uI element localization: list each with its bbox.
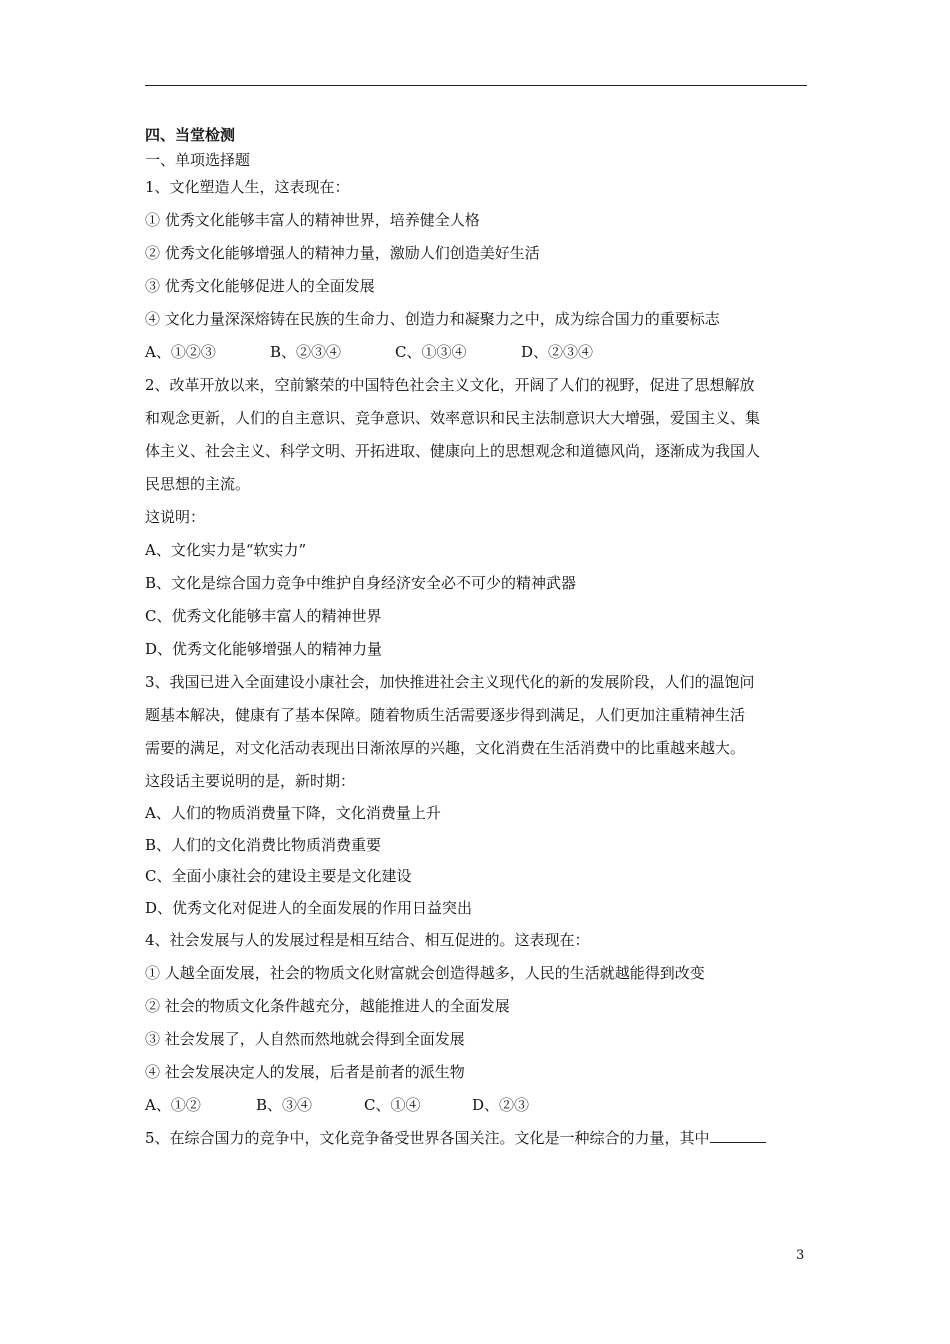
q1-statement: ① 优秀文化能够丰富人的精神世界，培养健全人格 (145, 211, 480, 229)
q3-stem-line: 这段话主要说明的是，新时期： (145, 772, 356, 790)
q3-option-c: C、全面小康社会的建设主要是文化建设 (145, 867, 412, 885)
q4-choices (145, 1089, 815, 1122)
q4-choice-c: C、①④ (364, 1096, 421, 1114)
q1-choice-b: B、②③④ (270, 343, 342, 361)
q1-stem: 1、文化塑造人生，这表现在： (145, 178, 350, 196)
q5-stem-line (145, 1122, 815, 1155)
q1-choice-a: A、①②③ (145, 343, 216, 361)
subsection-title: 一、单项选择题 (145, 151, 251, 169)
q2-stem-line: 体主义、社会主义、科学文明、开拓进取、健康向上的思想观念和道德风尚，逐渐成为我国人 (145, 442, 761, 460)
q2-option-d: D、优秀文化能够增强人的精神力量 (145, 640, 383, 658)
q2-option-c: C、优秀文化能够丰富人的精神世界 (145, 607, 382, 625)
q1-statement: ② 优秀文化能够增强人的精神力量，激励人们创造美好生活 (145, 244, 540, 262)
q3-option-b: B、人们的文化消费比物质消费重要 (145, 835, 382, 854)
q3-option-a: A、人们的物质消费量下降，文化消费量上升 (145, 804, 441, 822)
section-title: 四、当堂检测 (145, 126, 236, 144)
q1-choice-d: D、②③④ (521, 343, 594, 361)
q1-choice-c: C、①③④ (395, 343, 467, 361)
q5-stem-text: 5、在综合国力的竞争中，文化竞争备受世界各国关注。文化是一种综合的力量，其中 (145, 1129, 710, 1147)
q2-prompt: 这说明： (145, 508, 206, 526)
q4-choice-d: D、②③ (472, 1096, 530, 1114)
q2-stem-line: 2、改革开放以来，空前繁荣的中国特色社会主义文化，开阔了人们的视野，促进了思想解放 (145, 376, 755, 394)
q4-stem: 4、社会发展与人的发展过程是相互结合、相互促进的。这表现在： (145, 931, 590, 949)
q1-statement: ④ 文化力量深深熔铸在民族的生命力、创造力和凝聚力之中，成为综合国力的重要标志 (145, 310, 720, 328)
q3-stem-line: 题基本解决，健康有了基本保障。随着物质生活需要逐步得到满足，人们更加注重精神生活 (145, 706, 746, 724)
q4-statement: ③ 社会发展了，人自然而然地就会得到全面发展 (145, 1030, 465, 1048)
q2-stem-line: 和观念更新，人们的自主意识、竞争意识、效率意识和民主法制意识大大增强，爱国主义、集 (145, 409, 761, 427)
q2-stem-line: 民思想的主流。 (145, 475, 251, 493)
q3-stem-line: 需要的满足，对文化活动表现出日渐浓厚的兴趣，文化消费在生活消费中的比重越来越大。 (145, 739, 746, 757)
q4-statement: ② 社会的物质文化条件越充分，越能推进人的全面发展 (145, 997, 510, 1015)
q3-stem-line: 3、我国已进入全面建设小康社会，加快推进社会主义现代化的新的发展阶段，人们的温饱问 (145, 673, 755, 691)
q4-statement: ① 人越全面发展，社会的物质文化财富就会创造得越多，人民的生活就越能得到改变 (145, 964, 705, 982)
page-number: 3 (796, 1248, 805, 1263)
header-rule (145, 85, 807, 86)
q4-choice-b: B、③④ (256, 1096, 313, 1114)
document-body (145, 122, 815, 1155)
q2-option-a: A、文化实力是“软实力” (145, 541, 307, 559)
q4-statement: ④ 社会发展决定人的发展，后者是前者的派生物 (145, 1063, 465, 1081)
q4-choice-a: A、①② (145, 1096, 201, 1114)
q1-statement: ③ 优秀文化能够促进人的全面发展 (145, 277, 375, 295)
q1-choices (145, 336, 815, 369)
q2-option-b: B、文化是综合国力竞争中维护自身经济安全必不可少的精神武器 (145, 574, 577, 592)
answer-blank (710, 1128, 766, 1143)
q3-option-d: D、优秀文化对促进人的全面发展的作用日益突出 (145, 898, 473, 917)
